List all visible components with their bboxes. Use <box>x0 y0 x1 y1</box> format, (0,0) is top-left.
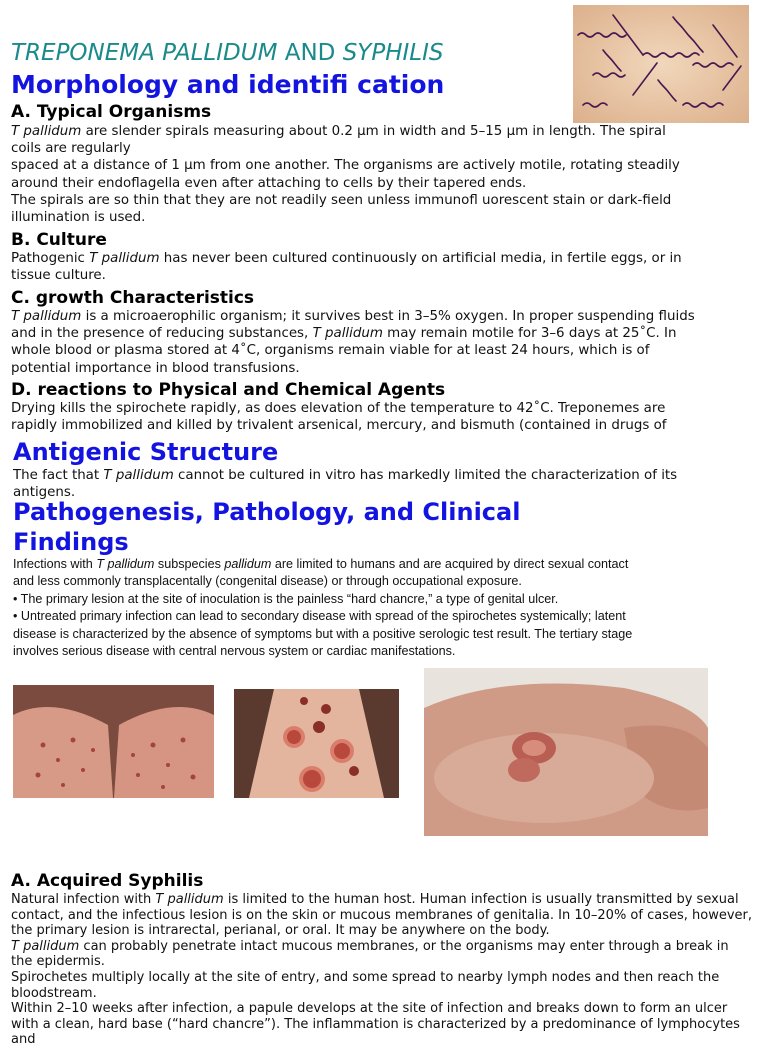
text-culture <box>11 250 761 284</box>
text-line: • The primary lesion at the site of inoculation is the painless “hard chancre,” a type of genital ulcer. <box>13 591 559 606</box>
text-line: Drying kills the spirochete rapidly, as does elevation of the temperature to 42˚C. Treponemes are <box>11 401 666 416</box>
text-line: Infections with T pallidum subspecies pallidum are limited to humans and are acquired by direct sexual contact <box>13 557 629 571</box>
text-acquired-syphilis <box>11 892 768 1048</box>
text-line: around their endoflagella even after attaching to cells by their tapered ends. <box>11 175 527 191</box>
text-pathogenesis <box>13 556 713 660</box>
text-line: and less commonly transplacentally (congenital disease) or through occupational exposure. <box>13 574 522 589</box>
text-line: The spirals are so thin that they are not readily seen unless immunofl uorescent stain or dark-field <box>11 192 672 208</box>
palms-rash-photo <box>13 685 214 798</box>
text-line: involves serious disease with central nervous system or cardiac manifestations. <box>13 644 456 659</box>
text-line: with a clean, hard base (“hard chancre”). The inflammation is characterized by a predominance of lymphocytes and <box>11 1016 740 1048</box>
neck-lesions-photo <box>234 689 399 798</box>
text-line: Within 2–10 weeks after infection, a papule develops at the site of infection and breaks down to form an ulcer <box>11 1001 728 1017</box>
text-line: spaced at a distance of 1 μm from one another. The organisms are actively motile, rotating steadily <box>11 158 680 174</box>
text-line: potential importance in blood transfusions. <box>11 360 300 376</box>
text-line: and in the presence of reducing substances, T pallidum may remain motile for 3–6 days at 25˚C. In <box>11 326 677 342</box>
text-line: contact, and the infectious lesion is on the skin or mucous membranes of genitalia. In 10–20% of cases, however, <box>11 907 753 923</box>
heading-culture: B. Culture <box>11 230 107 250</box>
chancre-photo <box>424 668 708 836</box>
text-line: illumination is used. <box>11 210 146 226</box>
text-line: T pallidum are slender spirals measuring about 0.2 μm in width and 5–15 μm in length. The spiral <box>11 124 666 139</box>
text-reactions <box>11 400 761 433</box>
text-line: T pallidum can probably penetrate intact mucous membranes, or the organisms may enter through a break in <box>11 938 729 954</box>
heading-growth: C. growth Characteristics <box>11 288 255 308</box>
text-line: • Untreated primary infection can lead to secondary disease with spread of the spirochetes systemically; latent <box>13 609 626 624</box>
heading-morphology: Morphology and identifi cation <box>11 70 445 99</box>
text-line: coils are regularly <box>11 141 131 157</box>
heading-reactions: D. reactions to Physical and Chemical Agents <box>11 380 446 400</box>
text-line: Natural infection with T pallidum is limited to the human host. Human infection is usually transmitted by sexual <box>11 892 739 907</box>
text-line: Spirochetes multiply locally at the site of entry, and some spread to nearby lymph nodes and then reach the <box>11 969 720 985</box>
text-line: whole blood or plasma stored at 4˚C, organisms remain viable for at least 24 hours, which is of <box>11 343 650 359</box>
text-growth <box>11 308 761 377</box>
text-line: tissue culture. <box>11 268 106 284</box>
text-line: bloodstream. <box>11 985 97 1001</box>
heading-pathogenesis: Pathogenesis, Pathology, and Clinical Findings <box>13 498 521 556</box>
text-line: Pathogenic T pallidum has never been cultured continuously on artificial media, in fertile eggs, or in <box>11 251 682 266</box>
text-typical-organisms <box>11 123 761 226</box>
spirochete-micrograph <box>573 5 749 123</box>
text-line: antigens. <box>13 485 76 501</box>
heading-acquired-syphilis: A. Acquired Syphilis <box>11 871 204 891</box>
text-line: the primary lesion is intrarectal, perianal, or oral. It may be anywhere on the body. <box>11 923 550 939</box>
document-title: TREPONEMA PALLIDUM AND SYPHILIS <box>11 40 444 66</box>
text-line: rapidly immobilized and killed by trivalent arsenical, mercury, and bismuth (contained in drugs of <box>11 418 667 434</box>
text-line: disease is characterized by the absence of symptoms but with a positive serologic test result. The tertiary stage <box>13 626 633 641</box>
text-line: T pallidum is a microaerophilic organism; it survives best in 3–5% oxygen. In proper suspending fluids <box>11 309 695 324</box>
heading-antigenic: Antigenic Structure <box>13 438 279 466</box>
heading-typical-organisms: A. Typical Organisms <box>11 102 212 122</box>
text-line: The fact that T pallidum cannot be cultured in vitro has markedly limited the characterization of its <box>13 468 678 483</box>
text-line: the epidermis. <box>11 954 105 970</box>
